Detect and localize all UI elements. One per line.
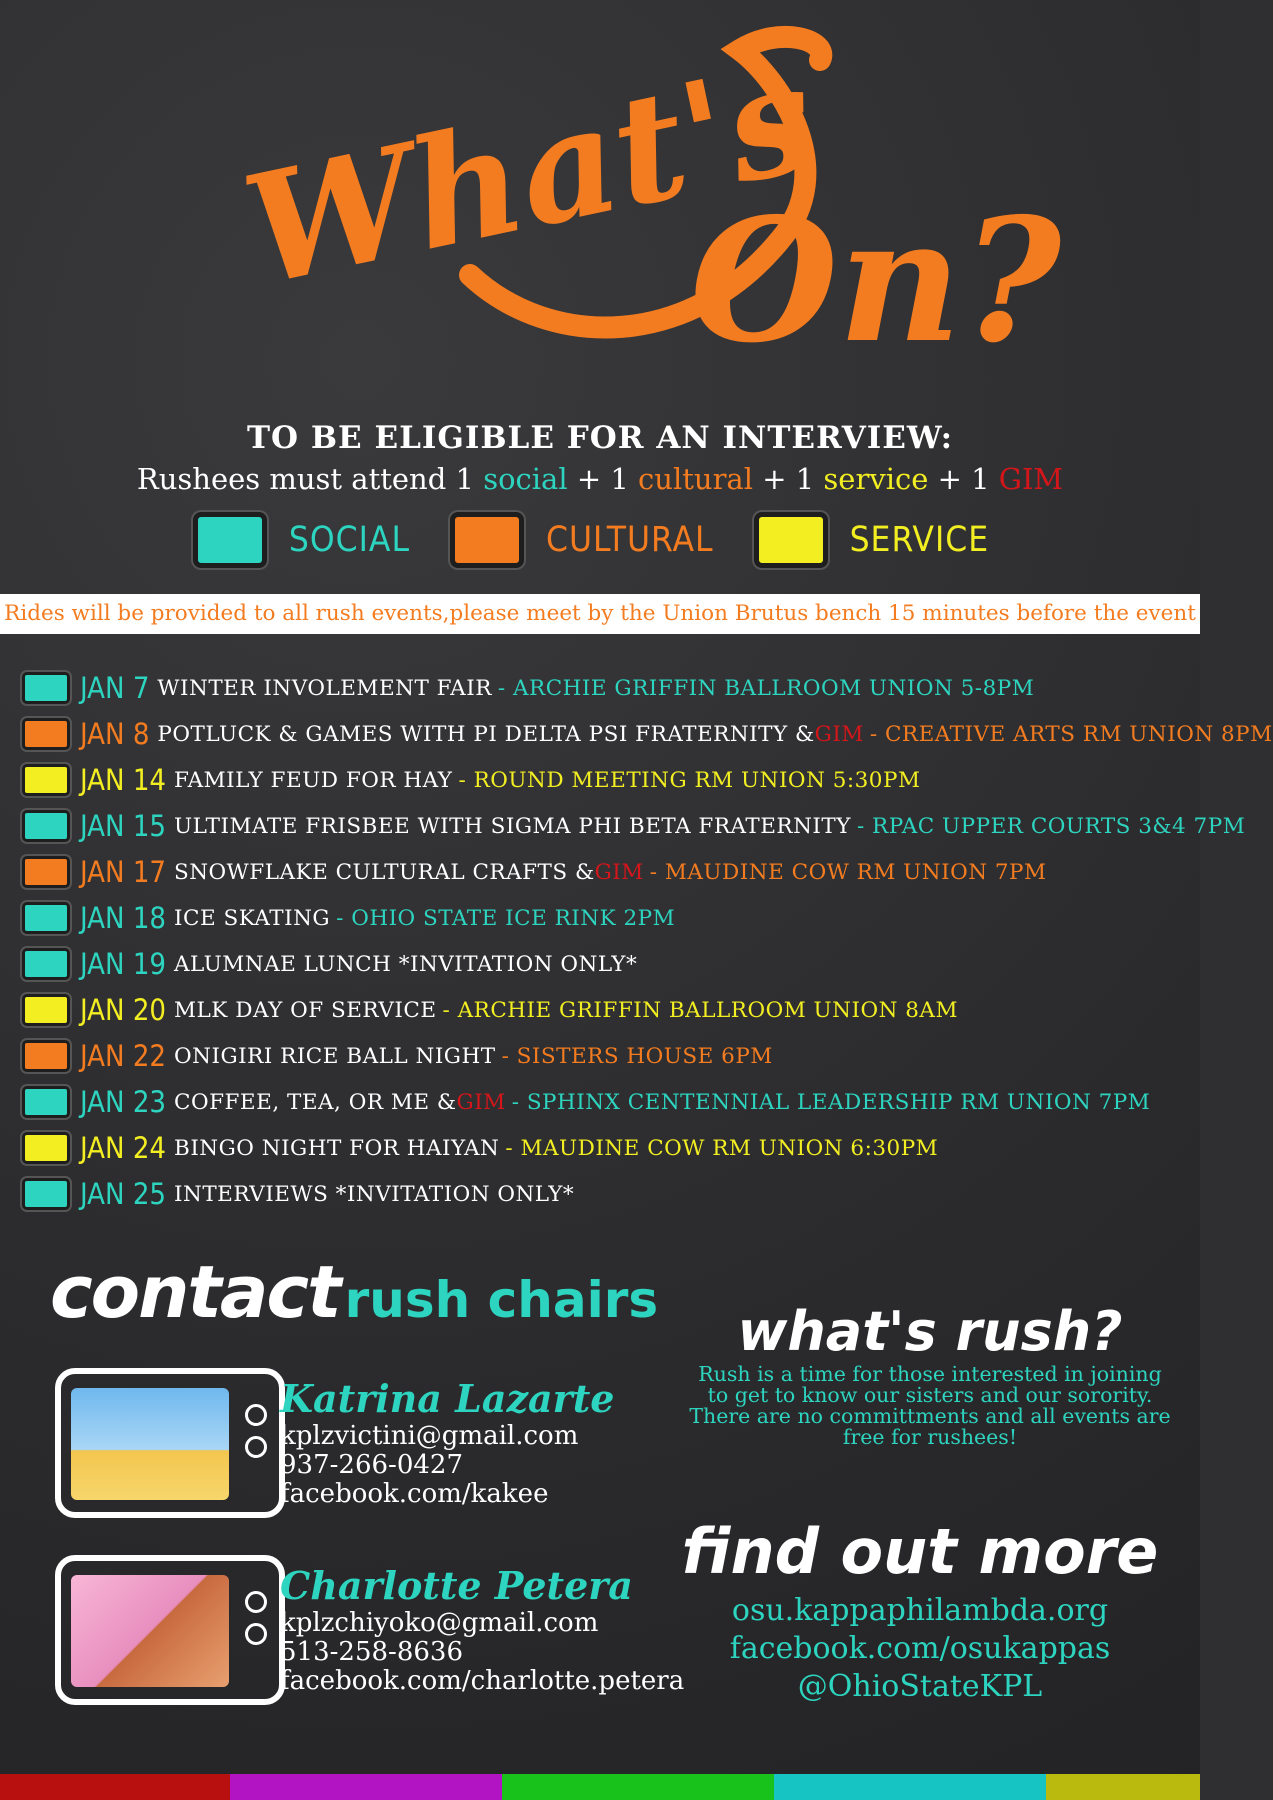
rule-service: service (823, 462, 929, 496)
rule-prefix: Rushees must attend 1 (136, 462, 484, 496)
color-stripe-bar (0, 1774, 1200, 1800)
contact-title (50, 1250, 658, 1334)
chair-phone: 513-258-8636 (280, 1637, 463, 1667)
category-legend (0, 512, 1200, 568)
event-location: - ARCHIE GRIFFIN BALLROOM UNION 5-8PM (497, 675, 1035, 701)
rule-gim: GIM (998, 462, 1064, 496)
event-name: SNOWFLAKE CULTURAL CRAFTS & (174, 859, 595, 885)
event-name: POTLUCK & GAMES WITH PI DELTA PSI FRATERNITY & (157, 721, 815, 747)
event-row (22, 941, 1192, 987)
event-location: - OHIO STATE ICE RINK 2PM (336, 905, 676, 931)
event-row (22, 665, 1192, 711)
event-location: - ARCHIE GRIFFIN BALLROOM UNION 8AM (442, 997, 958, 1023)
event-location: - RPAC UPPER COURTS 3&4 7PM (856, 813, 1246, 839)
chair-details (280, 1609, 684, 1696)
rush-line: Rush is a time for those interested in joining (698, 1362, 1162, 1386)
service-tv-icon (22, 994, 70, 1026)
event-gim: GIM (594, 859, 644, 885)
color-stripe (774, 1774, 1046, 1800)
cultural-tv-icon (22, 1040, 70, 1072)
social-tv-icon (22, 1086, 70, 1118)
event-row (22, 849, 1192, 895)
logo-word-whats: What's (230, 28, 830, 320)
event-date: JAN 17 (80, 855, 167, 889)
victini-avatar (71, 1388, 229, 1500)
chair-name: Katrina Lazarte (280, 1376, 615, 1421)
event-name: MLK DAY OF SERVICE (174, 997, 437, 1023)
chair-email[interactable]: kplzchiyoko@gmail.com (280, 1608, 599, 1638)
social-tv-icon (22, 810, 70, 842)
chair-facebook[interactable]: facebook.com/charlotte.petera (280, 1666, 685, 1696)
event-row (22, 1171, 1192, 1217)
rule-social: social (483, 462, 568, 496)
knob-icon (245, 1591, 267, 1613)
contact-word: contact (50, 1250, 340, 1334)
event-name: COFFEE, TEA, OR ME & (174, 1089, 457, 1115)
legend-cultural: CULTURAL (545, 520, 714, 560)
website-link[interactable]: osu.kappaphilambda.org (731, 1593, 1109, 1628)
event-row (22, 1079, 1192, 1125)
cultural-tv-icon (22, 856, 70, 888)
knob-icon (245, 1623, 267, 1645)
chair-email[interactable]: kplzvictini@gmail.com (280, 1421, 579, 1451)
event-name: ULTIMATE FRISBEE WITH SIGMA PHI BETA FRATERNITY (174, 813, 851, 839)
rush-line: There are no committments and all events are (689, 1404, 1171, 1428)
event-location: - CREATIVE ARTS RM UNION 8PM (869, 721, 1273, 747)
cultural-tv-icon (22, 718, 70, 750)
color-stripe (0, 1774, 230, 1800)
event-name: BINGO NIGHT FOR HAIYAN (174, 1135, 500, 1161)
service-tv-icon (754, 512, 828, 568)
event-name: WINTER INVOLEMENT FAIR (157, 675, 492, 701)
event-date: JAN 14 (80, 763, 167, 797)
social-tv-icon (22, 948, 70, 980)
event-date: JAN 7 (80, 671, 150, 705)
chiyoko-avatar (71, 1575, 229, 1687)
eligibility-rule (0, 462, 1200, 496)
event-row (22, 987, 1192, 1033)
chair-details (280, 1422, 578, 1509)
whats-rush-text (655, 1364, 1205, 1448)
cultural-tv-icon (450, 512, 524, 568)
event-date: JAN 19 (80, 947, 167, 981)
legend-social: SOCIAL (288, 520, 410, 560)
tv-frame-icon (55, 1555, 285, 1705)
event-date: JAN 8 (80, 717, 150, 751)
social-tv-icon (22, 672, 70, 704)
event-name: INTERVIEWS *INVITATION ONLY* (174, 1181, 575, 1207)
event-location: - MAUDINE COW RM UNION 7PM (649, 859, 1047, 885)
rush-line: to get to know our sisters and our sorority. (707, 1383, 1153, 1407)
facebook-link[interactable]: facebook.com/osukappas (729, 1631, 1111, 1666)
event-date: JAN 23 (80, 1085, 167, 1119)
color-stripe (1046, 1774, 1200, 1800)
knob-icon (245, 1436, 267, 1458)
rides-banner: Rides will be provided to all rush events,please meet by the Union Brutus bench 15 minutes before the event (0, 594, 1200, 634)
rule-plus: + 1 (753, 462, 824, 496)
rush-line: free for rushees! (842, 1425, 1018, 1449)
color-stripe (230, 1774, 502, 1800)
service-tv-icon (22, 764, 70, 796)
eligibility-title: TO BE ELIGIBLE FOR AN INTERVIEW: (246, 420, 954, 456)
event-row (22, 1033, 1192, 1079)
service-tv-icon (22, 1132, 70, 1164)
event-row (22, 711, 1273, 757)
rule-plus: + 1 (567, 462, 639, 496)
rush-chairs-word: rush chairs (344, 1271, 659, 1329)
social-tv-icon (22, 902, 70, 934)
tv-frame-icon (55, 1368, 285, 1518)
social-tv-icon (193, 512, 267, 568)
event-location: - MAUDINE COW RM UNION 6:30PM (505, 1135, 939, 1161)
whats-on-logo (220, 20, 1062, 410)
event-date: JAN 18 (80, 901, 167, 935)
social-tv-icon (22, 1178, 70, 1210)
event-name: ONIGIRI RICE BALL NIGHT (174, 1043, 496, 1069)
knob-icon (245, 1404, 267, 1426)
event-name: ICE SKATING (174, 905, 331, 931)
chair-phone: 937-266-0427 (280, 1450, 463, 1480)
twitter-link[interactable]: @OhioStateKPL (797, 1669, 1043, 1704)
event-gim: GIM (456, 1089, 506, 1115)
event-location: - SPHINX CENTENNIAL LEADERSHIP RM UNION 7PM (511, 1089, 1151, 1115)
rule-plus: + 1 (928, 462, 999, 496)
event-location: - SISTERS HOUSE 6PM (501, 1043, 773, 1069)
event-location: - ROUND MEETING RM UNION 5:30PM (458, 767, 921, 793)
color-stripe (502, 1774, 774, 1800)
event-date: JAN 24 (80, 1131, 167, 1165)
event-name: FAMILY FEUD FOR HAY (174, 767, 453, 793)
legend-service: SERVICE (849, 520, 990, 560)
rule-cultural: cultural (638, 462, 753, 496)
event-row (22, 803, 1246, 849)
find-out-more-title: find out more (681, 1515, 1159, 1588)
event-date: JAN 15 (80, 809, 167, 843)
whats-rush-title: what's rush? (737, 1300, 1123, 1363)
event-row (22, 757, 1192, 803)
event-name: ALUMNAE LUNCH *INVITATION ONLY* (174, 951, 638, 977)
event-row (22, 1125, 1192, 1171)
event-gim: GIM (814, 721, 864, 747)
chair-facebook[interactable]: facebook.com/kakee (280, 1479, 549, 1509)
event-date: JAN 22 (80, 1039, 167, 1073)
event-date: JAN 20 (80, 993, 167, 1027)
chair-name: Charlotte Petera (280, 1563, 633, 1608)
more-links (650, 1592, 1190, 1706)
event-date: JAN 25 (80, 1177, 167, 1211)
logo-word-on: On? (690, 181, 1062, 381)
event-list (22, 665, 1273, 1217)
event-row (22, 895, 1192, 941)
